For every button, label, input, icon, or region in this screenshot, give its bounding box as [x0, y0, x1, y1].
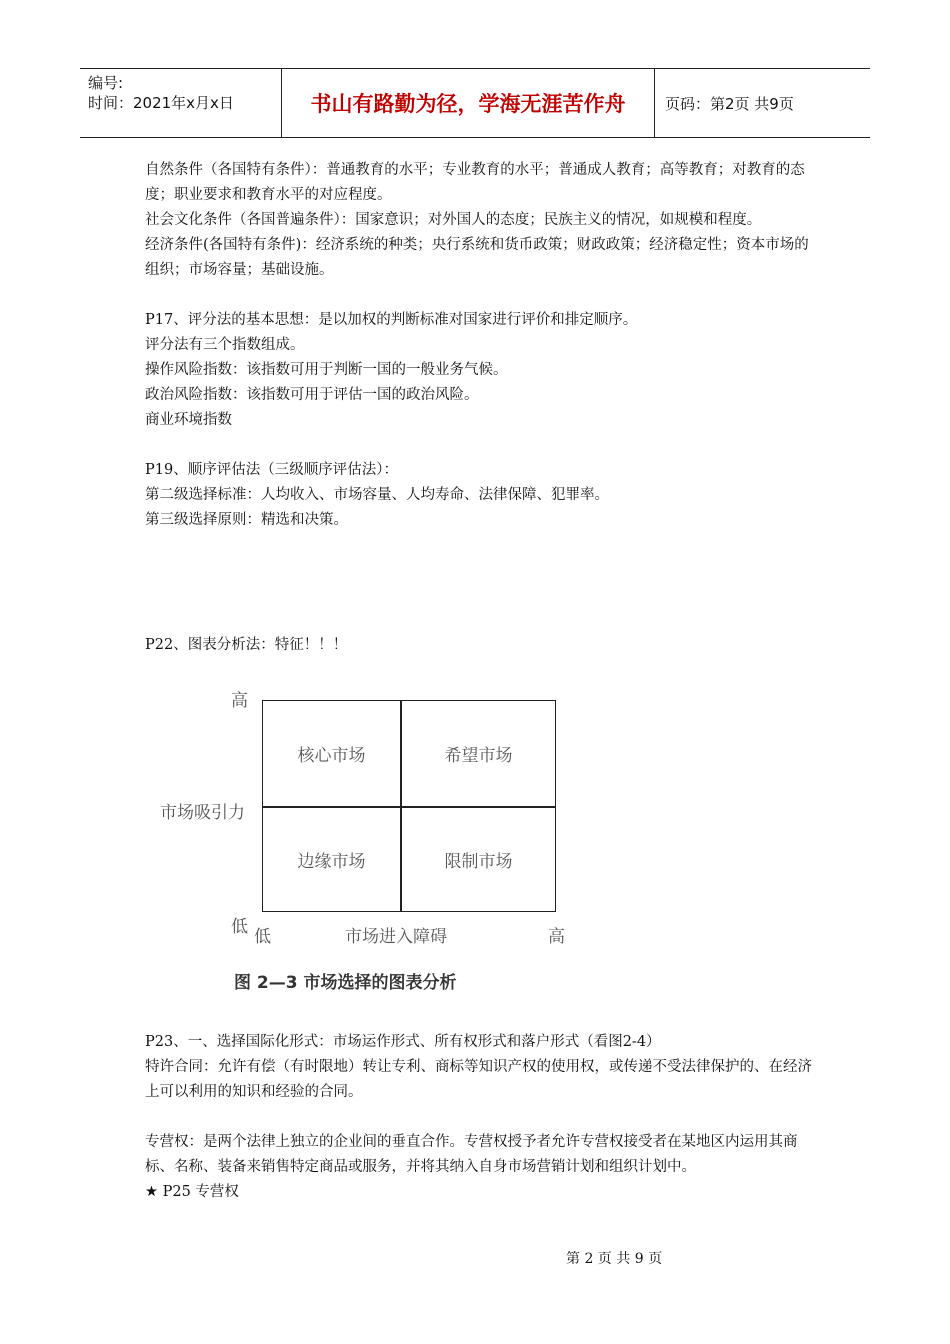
header-motto: 书山有路勤为径，学海无涯苦作舟: [282, 69, 655, 137]
x-axis-low-label: 低: [254, 927, 271, 947]
paragraph-p17: P17、评分法的基本思想：是以加权的判断标准对国家进行评价和排定顺序。: [145, 312, 638, 328]
paragraph-economic-conditions: 经济条件(各国特有条件)：经济系统的种类；央行系统和货币政策；财政政策；经济稳定性；资本市场的组织；市场容量；基础设施。: [145, 237, 809, 278]
document-body: [145, 158, 815, 658]
paragraph-three-indices: 评分法有三个指数组成。: [145, 337, 305, 353]
y-axis-high-label: 高: [231, 691, 248, 711]
header-date-label: 时间：2021年x月x日: [88, 94, 234, 112]
paragraph-franchise: 专营权：是两个法律上独立的企业间的垂直合作。专营权授予者允许专营权接受者在某地区内运用其商标、名称、装备来销售特定商品或服务，并将其纳入自身市场营销计划和组织计划中。: [145, 1134, 798, 1175]
header-page-label: 页码：第2页 共9页: [665, 94, 794, 113]
quadrant-core-market: 核心市场: [297, 746, 366, 766]
paragraph-p19: P19、顺序评估法（三级顺序评估法）：: [145, 462, 398, 478]
paragraph-p22: P22、图表分析法：特征！！！: [145, 637, 348, 653]
y-axis-low-label: 低: [231, 917, 248, 937]
header-number-label: 编号:: [88, 74, 124, 92]
market-selection-diagram: [150, 686, 600, 996]
diagram-caption: 图 2—3 市场选择的图表分析: [234, 973, 457, 993]
paragraph-business-env: 商业环境指数: [145, 412, 232, 428]
quadrant-grid: [262, 700, 556, 912]
quadrant-restricted-market: 限制市场: [444, 852, 513, 872]
paragraph-social-conditions: 社会文化条件（各国普遍条件）：国家意识；对外国人的态度；民族主义的情况，如规模和程度。: [145, 212, 762, 228]
header-meta: [80, 69, 282, 137]
x-axis-high-label: 高: [548, 927, 565, 947]
paragraph-license-contract: 特许合同：允许有偿（有时限地）转让专利、商标等知识产权的使用权，或传递不受法律保护的、在经济上可以利用的知识和经验的合同。: [145, 1059, 812, 1100]
paragraph-operation-risk: 操作风险指数：该指数可用于判断一国的一般业务气候。: [145, 362, 508, 378]
x-axis-title: 市场进入障碍: [345, 927, 447, 947]
document-body-lower: [145, 1030, 815, 1205]
paragraph-p23: P23、一、选择国际化形式：市场运作形式、所有权形式和落户形式（看图2-4）: [145, 1034, 661, 1050]
paragraph-political-risk: 政治风险指数：该指数可用于评估一国的政治风险。: [145, 387, 479, 403]
paragraph-third-level: 第三级选择原则：精选和决策。: [145, 512, 348, 528]
y-axis-title: 市场吸引力: [160, 803, 245, 823]
quadrant-hope-market: 希望市场: [444, 746, 513, 766]
paragraph-natural-conditions: 自然条件（各国特有条件）：普通教育的水平；专业教育的水平；普通成人教育；高等教育；对教育的态度；职业要求和教育水平的对应程度。: [145, 162, 805, 203]
paragraph-p25: ★ P25 专营权: [145, 1184, 239, 1200]
page-header: [80, 68, 870, 138]
quadrant-edge-market: 边缘市场: [297, 852, 366, 872]
paragraph-second-level: 第二级选择标准：人均收入、市场容量、人均寿命、法律保障、犯罪率。: [145, 487, 609, 503]
page-footer: 第 2 页 共 9 页: [566, 1251, 663, 1267]
